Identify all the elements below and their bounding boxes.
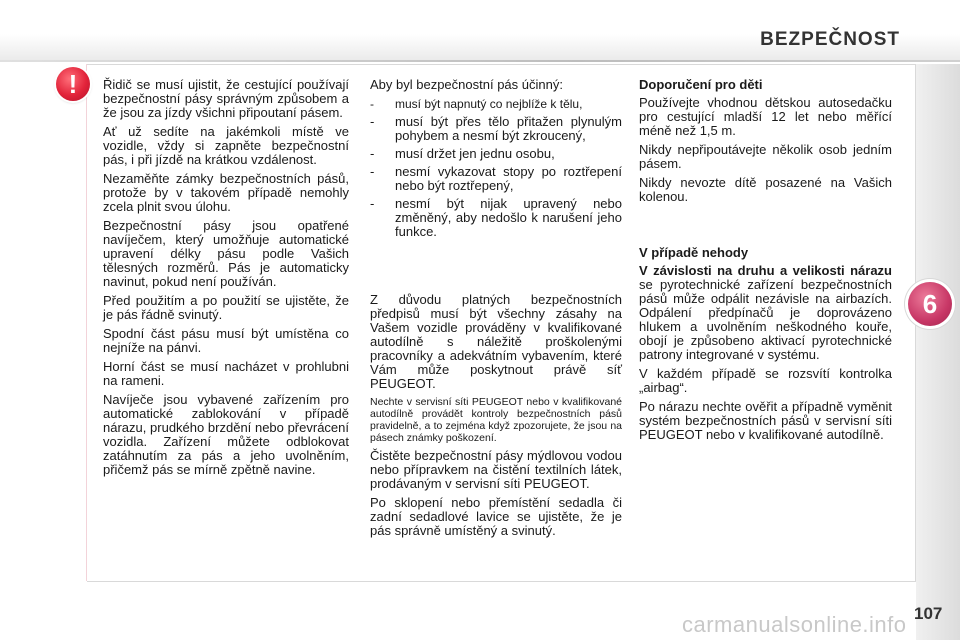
page-number: 107 <box>914 604 943 623</box>
dash-marker: - <box>370 146 375 161</box>
dash-marker: - <box>370 196 375 211</box>
paragraph: Po sklopení nebo přemístění sedadla či zadní sedadlové lavice se ujistěte, že je pás správně umístěný a svinutý. <box>370 495 622 538</box>
paragraph: Z důvodu platných bezpečnostních předpisů musí být všechny zásahy na Vašem vozidle prováděny v kvalifikované autodílně s náležitě proškolenými pracovníky a adekvátním vybavením, které Vám může poskytnout právě síť PEUGEOT. <box>370 292 622 391</box>
paragraph: Používejte vhodnou dětskou autosedačku pro cestující mladší 12 let nebo měřící méně než 1,5 m. <box>639 95 892 138</box>
warning-icon: ! <box>56 67 90 101</box>
paragraph: Navíječe jsou vybavené zařízením pro automatické zablokování v případě nárazu, prudkého brzdění nebo převrácení vozidla. Zařízení můžete odblokovat zatáhnutím za pás a jeho uvolněním, přičemž pás se mírně zpětně navine. <box>103 392 349 477</box>
paragraph: Čistěte bezpečnostní pásy mýdlovou vodou nebo přípravkem na čistění textilních látek, prodávaným v servisní síti PEUGEOT. <box>370 448 622 491</box>
paragraph-rest: se pyrotechnické zařízení bezpečnostních pásů může odpálit nezávisle na airbazích. Odpálení předpínačů je doprovázeno hlukem a uvolněním neškodného kouře, obojí je způsobeno aktivací pyrotechnické patrony integrované v systému. <box>639 277 892 362</box>
paragraph: Nezaměňte zámky bezpečnostních pásů, protože by v takovém případě nemohly zcela plnit svou úlohu. <box>103 171 349 214</box>
list-item-text: musí být přes tělo přitažen plynulým pohybem a nesmí být zkroucený, <box>395 114 622 143</box>
column-left <box>103 78 349 482</box>
list-item-text: nesmí být nijak upravený nebo změněný, aby nedošlo k narušení jeho funkce. <box>395 196 622 239</box>
paragraph: V každém případě se rozsvítí kontrolka „airbag“. <box>639 366 892 395</box>
dash-marker: - <box>370 97 374 111</box>
list-item <box>370 147 622 161</box>
paragraph: Ať už sedíte na jakémkoli místě ve vozidle, vždy si zapněte bezpečnostní pás, i při jízdě na krátkou vzdálenost. <box>103 124 349 167</box>
chapter-badge: 6 <box>908 282 952 326</box>
column-right <box>639 78 892 447</box>
list-item <box>370 97 622 111</box>
requirements-list <box>370 97 622 239</box>
page-title: BEZPEČNOST <box>760 29 900 50</box>
section-heading-accident: V případě nehody <box>639 245 749 260</box>
list-item-text: musí držet jen jednu osobu, <box>395 146 555 161</box>
paragraph-small: Nechte v servisní síti PEUGEOT nebo v kvalifikované autodílně provádět kontroly bezpečnostních pásů pravidelně, a to zejména když zpozorujete, že jsou na pásech známky poškození. <box>370 396 622 444</box>
section-heading-children: Doporučení pro děti <box>639 77 763 92</box>
paragraph: Řidič se musí ujistit, že cestující používají bezpečnostní pásy správným způsobem a že jsou za jízdy všichni připoutaní pásem. <box>103 77 349 120</box>
bold-lead: V závislosti na druhu a velikosti nárazu <box>639 263 892 278</box>
paragraph: Nikdy nepřipoutávejte několik osob jedním pásem. <box>639 142 892 171</box>
watermark: carmanualsonline.info <box>682 612 907 637</box>
spacer <box>639 209 892 246</box>
dash-marker: - <box>370 114 375 129</box>
list-item <box>370 165 622 193</box>
list-item <box>370 115 622 143</box>
list-item <box>370 197 622 239</box>
paragraph: Horní část se musí nacházet v prohlubni na rameni. <box>103 359 349 388</box>
right-side-strip <box>916 64 960 640</box>
paragraph: Po nárazu nechte ověřit a případně vyměnit systém bezpečnostních pásů v servisní síti PEUGEOT nebo v kvalifikované autodílně. <box>639 399 892 442</box>
paragraph: Nikdy nevozte dítě posazené na Vašich kolenou. <box>639 175 892 204</box>
paragraph: Spodní část pásu musí být umístěna co nejníže na pánvi. <box>103 326 349 355</box>
paragraph: Před použitím a po použití se ujistěte, že je pás řádně svinutý. <box>103 293 349 322</box>
paragraph <box>639 264 892 362</box>
paragraph: Bezpečnostní pásy jsou opatřené navíječem, který umožňuje automatické upravení délky pásu podle Vašich tělesných rozměrů. Pás je automaticky navinut, pokud není používán. <box>103 218 349 289</box>
column-middle <box>370 78 622 543</box>
list-item-text: nesmí vykazovat stopy po roztřepení nebo být roztřepený, <box>395 164 622 193</box>
dash-marker: - <box>370 164 375 179</box>
list-item-text: musí být napnutý co nejblíže k tělu, <box>395 97 583 111</box>
spacer <box>370 243 622 293</box>
intro-text: Aby byl bezpečnostní pás účinný: <box>370 77 563 92</box>
